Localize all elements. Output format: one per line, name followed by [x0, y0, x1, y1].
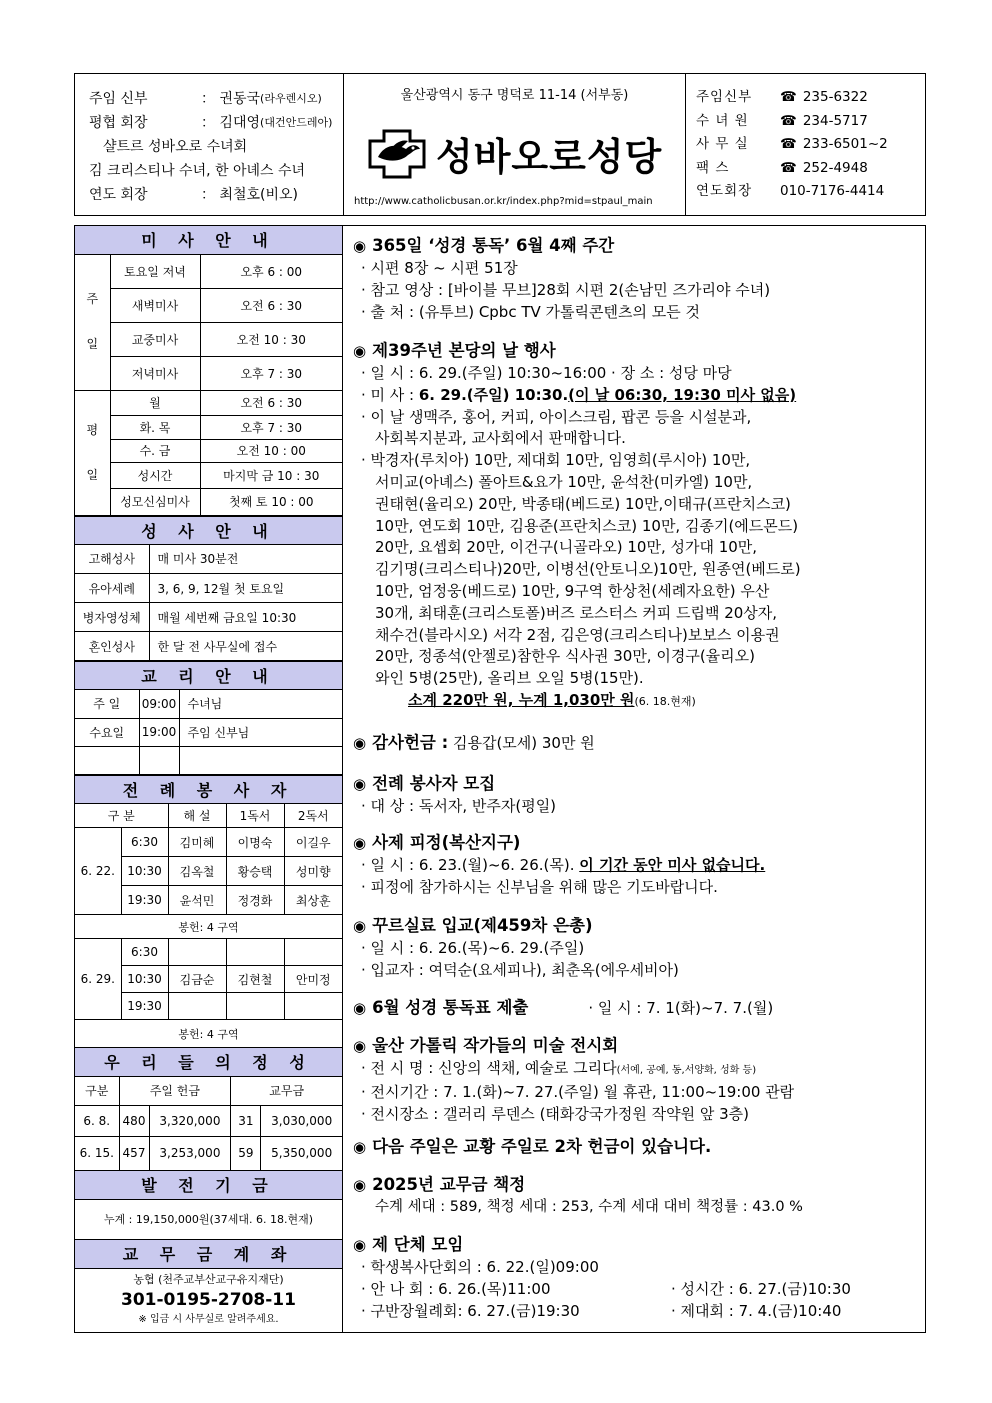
church-logo [366, 126, 662, 181]
contact-row: 연도회장 010-7176-4414 [696, 183, 885, 199]
offering-title: 우 리 들 의 정 성 [75, 1048, 342, 1077]
contact-row: 팩 스 ☎ 252-4948 [696, 157, 925, 181]
account-title: 교 무 금 계 좌 [75, 1240, 342, 1269]
bullet-icon: ◉ [353, 834, 367, 852]
church-name: 성바오로성당 [436, 135, 663, 179]
bullet-icon: ◉ [353, 734, 367, 752]
staff-sisters: 김 크리스티나 수녀, 한 아녜스 수녀 [89, 163, 306, 179]
liturgy-table: 구 분 해 설 1독서 2독서 6. 22. 6:30 김미혜 이명숙 이길우 10:30 김옥철 황승택 성미향 19:30 윤석민 정경화 최상훈 봉헌: 4 구역 6. 29. 6:30 10:30 김금순 김현철 안미정 19:30 봉헌: 4 구역 [75, 804, 342, 1049]
notice-papal-sunday: ◉ 다음 주일은 교황 주일로 2차 헌금이 있습니다. [353, 1137, 712, 1156]
notice-parish-anniversary: ◉ 제39주년 본당의 날 행사 · 일 시 : 6. 29.(주일) 10:30~16:00 · 장 소 : 성당 마당 · 미 사 : 6. 29.(주일) 10:30.(이 날 06:30, 19:30 미사 없음) · 이 날 생맥주, 홍어, 커피, 아이스크림, 팝콘 등을 시설분과, 사회복지분과, 교사회에서 판매합니다. · 박경자(루치아) 10만, 제대회 10만, 임영희(루시아) 10만, 서미교(아녜스) 폴아트&요가 10만, 윤석찬(미카엘) 10만, 권태현(율리오) 20만, 박종태(베드로) 10만,이태규(프란치스코) 10만, 연도회 10만, 김용준(프란치스코) 10만, 김종기(에드몬드) 20만, 요셉회 20만, 이건구(니골라오) 10만, 성가대 10만, 김기명(크리스티나)20만, 이병선(안토니오)10만, 원종연(베드로) 10만, 엄정웅(베드로) 10만, 9구역 한상천(세례자요한) 우산 30개, 최태훈(크리스토폴)버즈 로스터스 커피 드립백 20상자, 채수건(블라시오) 서각 2점, 김은영(크리스티나)보보스 이용권 20만, 정종석(안젤로)참한우 식사권 30만, 이경구(율리오) 와인 5병(25만), 올리브 오일 5병(15만). 소계 220만 원, 누계 1,030만 원(6. 18.현재) [353, 341, 801, 709]
account-bank: 농협 (천주교부산교구유지재단) [133, 1272, 284, 1286]
sunday-label: 주 일 [75, 255, 110, 390]
church-title-block [344, 74, 686, 215]
notice-bible-submit: ◉ 6월 성경 통독표 제출 · 일 시 : 7. 1(화)~7. 7.(월) [353, 998, 774, 1017]
bullet-icon: ◉ [353, 1176, 367, 1194]
sacrament-table: 고해성사 매 미사 30분전 유아세례 3, 6, 9, 12월 첫 토요일 병자영성체 매월 세번째 금요일 10:30 혼인성사 한 달 전 사무실에 접수 [75, 545, 342, 662]
left-column [74, 225, 343, 1333]
bulletin-header [74, 73, 926, 216]
bullet-icon: ◉ [353, 237, 367, 255]
phone-icon: ☎ [780, 112, 797, 129]
sacrament-title: 성 사 안 내 [75, 516, 342, 545]
mass-table: 주 일 토요일 저녁 오후 6 : 00 새벽미사 오전 6 : 30 교중미사 오전 10 : 30 저녁미사 오후 7 : 30 평 일 월 오전 6 : 30 화. 목 오후 7 : 30 수. 금 오전 10 : 00 성시간 마지막 금 10 : 30 성모신심미사 첫째 토 10 : 00 [75, 255, 342, 516]
staff-pastor: 주임 신부 ： 권동국 (라우렌시오) [89, 91, 322, 107]
phone-icon: ☎ [780, 136, 797, 152]
bullet-icon: ◉ [353, 1138, 367, 1156]
phone-icon: ☎ [780, 89, 797, 105]
phone-icon: ☎ [780, 159, 797, 176]
contact-row: 수 녀 원 ☎ 234-5717 [696, 110, 925, 134]
contact-list [686, 74, 925, 215]
weekday-label: 평 일 [75, 390, 110, 515]
staff-council-president: 평협 회장 ： 김대영 (대건안드레아) [89, 115, 333, 131]
contact-row: 사 무 실 ☎ 233-6501~2 [696, 133, 925, 157]
bullet-icon: ◉ [353, 775, 367, 793]
church-address: 울산광역시 동구 명덕로 11-14 (서부동) [400, 88, 629, 103]
notices-column [343, 225, 926, 1333]
staff-list [75, 74, 344, 215]
bullet-icon: ◉ [353, 1236, 367, 1254]
notice-art-exhibit: ◉ 울산 가톨릭 작가들의 미술 전시회 · 전 시 명 : 신앙의 색채, 예술로 그리다(서예, 공예, 동,서양화, 성화 등) · 전시기간 : 7. 1.(화)~7. 27.(주일) 월 휴관, 11:00~19:00 관람 · 전시장소 : 갤러리 루덴스 (태화강국가정원 작약원 앞 3층) [353, 1036, 795, 1123]
bullet-icon: ◉ [353, 342, 367, 360]
dove-emblem-icon [366, 129, 428, 179]
catechism-table: 주 일 09:00 수녀님 수요일 19:00 주임 신부님 [75, 690, 342, 775]
notice-dues-2025: ◉ 2025년 교무금 책정 수계 세대 : 589, 책정 세대 : 253, 수계 세대 대비 책정률 : 43.0 % [353, 1175, 803, 1215]
bullet-icon: ◉ [353, 917, 367, 935]
offering-table: 구분 주일 헌금 교무금 6. 8. 480 3,320,000 31 3,030,000 6. 15. 457 3,253,000 59 5,350,000 [75, 1077, 342, 1171]
contact-row: 주임신부 ☎ 235-6322 [696, 86, 925, 110]
staff-funeral-president: 연도 회장 ： 최철호(비오) [89, 187, 298, 203]
liturgy-title: 전 례 봉 사 자 [75, 775, 342, 804]
notice-liturgy-recruit: ◉ 전례 봉사자 모집 · 대 상 : 독서자, 반주자(평일) [353, 774, 557, 815]
catechism-title: 교 리 안 내 [75, 661, 342, 690]
fund-title: 발 전 기 금 [75, 1171, 342, 1200]
donation-total: 소계 220만 원, 누계 1,030만 원 [408, 690, 635, 709]
bullet-icon: ◉ [353, 1037, 367, 1055]
staff-sisters-order: 샬트르 성바오로 수녀회 [103, 139, 248, 155]
notice-priest-retreat: ◉ 사제 피정(복산지구) · 일 시 : 6. 23.(월)~6. 26.(목). 이 기간 동안 미사 없습니다. · 피정에 참가하시는 신부님을 위해 많은 기도바랍니다. [353, 833, 766, 896]
notice-bible-reading: ◉ 365일 ‘성경 통독’ 6월 4째 주간 · 시편 8장 ~ 시편 51장 · 참고 영상 : [바이블 무브]28회 시편 2(손남민 즈가리야 수녀) · 출 처 : (유투브) Cpbc TV 가톨릭콘텐츠의 모든 것 [353, 236, 771, 321]
bullet-icon: ◉ [353, 999, 367, 1017]
notice-group-meetings: ◉ 제 단체 모임 · 학생복사단회의 : 6. 22.(일)09:00 · 안 나 회 : 6. 26.(목)11:00 · 성시간 : 6. 27.(금)10:30 · 구반장월례회: 6. 27.(금)19:30 · 제대회 : 7. 4.(금)10:40 [353, 1235, 851, 1320]
fund-total: 누계 : 19,150,000원(37세대. 6. 18.현재) [75, 1200, 342, 1240]
account-note: ※ 입금 시 사무실로 알려주세요. [138, 1313, 279, 1325]
notice-thanks-offering: ◉ 감사헌금 : 김용갑(모세) 30만 원 [353, 733, 595, 752]
mass-title: 미 사 안 내 [75, 226, 342, 255]
account-number: 301-0195-2708-11 [121, 1289, 296, 1310]
account-box [75, 1269, 342, 1328]
church-url[interactable]: http://www.catholicbusan.or.kr/index.php?mid=stpaul_main [354, 196, 653, 207]
notice-cursillo: ◉ 꾸르실료 입교(제459차 은총) · 일 시 : 6. 26.(목)~6. 29.(주일) · 입교자 : 여덕순(요세피나), 최춘옥(에우세비아) [353, 916, 679, 979]
